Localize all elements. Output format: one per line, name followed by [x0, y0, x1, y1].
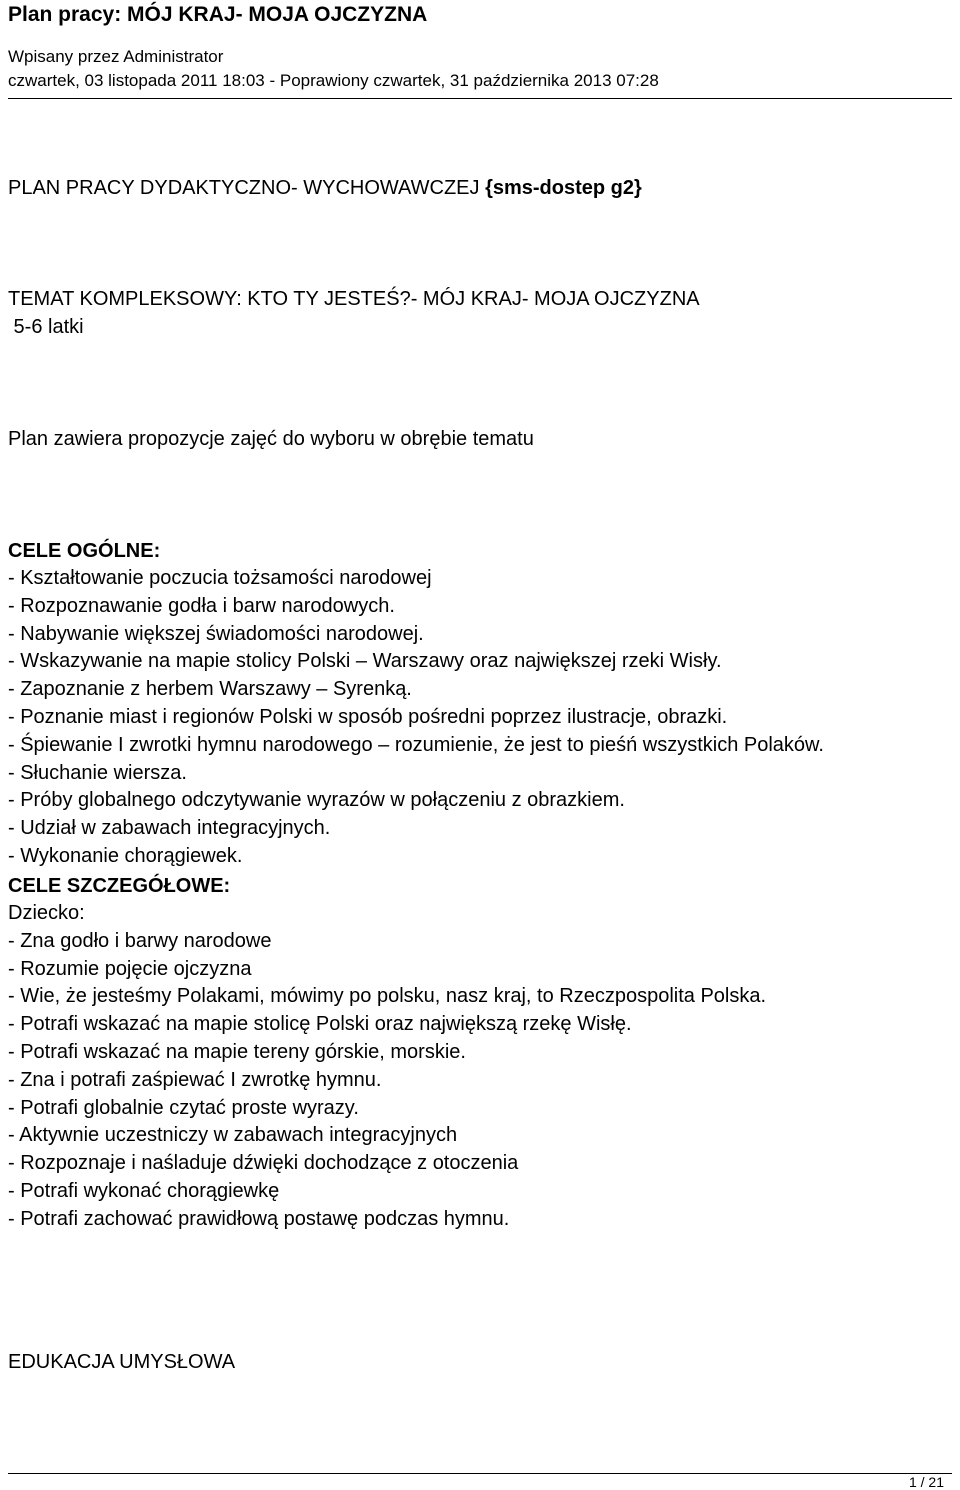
age-group-line: 5-6 latki — [8, 316, 84, 338]
list-item: - Rozpoznaje i naśladuje dźwięki dochodzące z otoczenia — [8, 1152, 519, 1175]
list-item: - Słuchanie wiersza. — [8, 761, 187, 784]
list-item: - Zna i potrafi zaśpiewać I zwrotkę hymnu. — [8, 1068, 382, 1091]
list-item: - Potrafi globalnie czytać proste wyrazy. — [8, 1096, 359, 1119]
list-item: - Rozumie pojęcie ojczyzna — [8, 957, 252, 980]
list-item: - Próby globalnego odczytywanie wyrazów w połączeniu z obrazkiem. — [8, 789, 625, 812]
plan-heading-text: PLAN PRACY DYDAKTYCZNO- WYCHOWAWCZEJ — [8, 177, 486, 199]
general-goals-heading: CELE OGÓLNE: — [8, 540, 161, 562]
topic-line: TEMAT KOMPLEKSOWY: KTO TY JESTEŚ?- MÓJ KRAJ- MOJA OJCZYZNA — [8, 288, 700, 310]
header-divider — [8, 98, 952, 99]
list-item: - Wie, że jesteśmy Polakami, mówimy po polsku, nasz kraj, to Rzeczpospolita Polska. — [8, 985, 767, 1008]
list-item: - Potrafi wskazać na mapie tereny górskie, morskie. — [8, 1040, 466, 1063]
plan-heading-tag: {sms-dostep g2} — [485, 177, 642, 199]
intro-line: Plan zawiera propozycje zajęć do wyboru w obrębie tematu — [8, 428, 534, 450]
author-line: Wpisany przez Administrator — [8, 47, 224, 66]
page-number: 1 / 21 — [908, 1474, 944, 1490]
list-item: - Wskazywanie na mapie stolicy Polski – Warszawy oraz największej rzeki Wisły. — [8, 650, 722, 673]
footer-divider — [8, 1473, 952, 1474]
list-item: - Rozpoznawanie godła i barw narodowych. — [8, 594, 395, 617]
detailed-goals-list — [8, 900, 766, 1234]
list-item: - Poznanie miast i regionów Polski w sposób pośredni poprzez ilustracje, obrazki. — [8, 705, 728, 728]
general-goals-list — [8, 565, 824, 871]
dates-line: czwartek, 03 listopada 2011 18:03 - Poprawiony czwartek, 31 października 2013 07:28 — [8, 71, 659, 90]
list-item: - Zapoznanie z herbem Warszawy – Syrenką. — [8, 678, 412, 701]
list-item: - Zna godło i barwy narodowe — [8, 929, 272, 952]
list-item: - Wykonanie chorągiewek. — [8, 844, 243, 867]
section-heading: EDUKACJA UMYSŁOWA — [8, 1351, 236, 1373]
list-item: - Potrafi zachować prawidłową postawę podczas hymnu. — [8, 1207, 510, 1230]
page-title: Plan pracy: MÓJ KRAJ- MOJA OJCZYZNA — [8, 3, 428, 26]
list-item: - Nabywanie większej świadomości narodowej. — [8, 622, 424, 645]
list-item: Dziecko: — [8, 902, 85, 924]
detailed-goals-heading: CELE SZCZEGÓŁOWE: — [8, 875, 231, 897]
list-item: - Potrafi wskazać na mapie stolicę Polski oraz największą rzekę Wisłę. — [8, 1013, 632, 1036]
plan-heading — [8, 175, 642, 201]
list-item: - Aktywnie uczestniczy w zabawach integracyjnych — [8, 1124, 458, 1147]
list-item: - Potrafi wykonać chorągiewkę — [8, 1179, 280, 1202]
list-item: - Kształtowanie poczucia tożsamości narodowej — [8, 567, 432, 589]
list-item: - Udział w zabawach integracyjnych. — [8, 817, 331, 840]
list-item: - Śpiewanie I zwrotki hymnu narodowego – rozumienie, że jest to pieśń wszystkich Polaków. — [8, 733, 824, 756]
